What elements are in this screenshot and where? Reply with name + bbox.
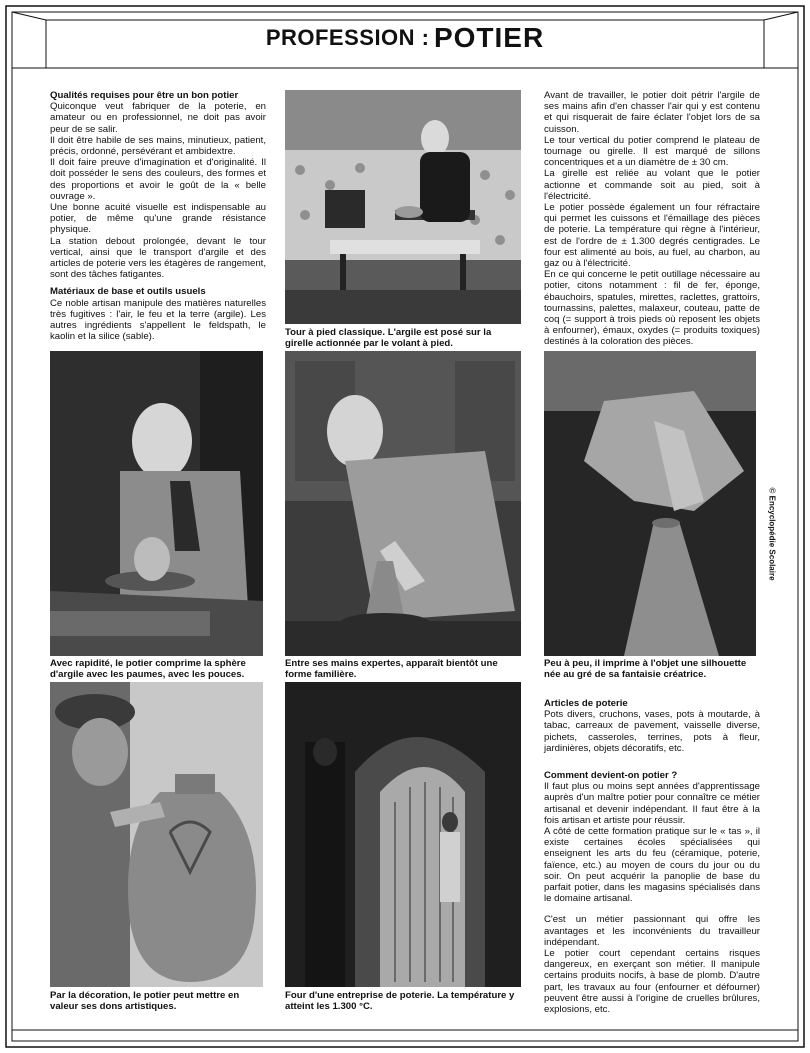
paragraph: Il doit être habile de ses mains, minutieux, patient, précis, ordonné, persévérant et ambidextre. [50, 134, 266, 158]
caption-photo2: Avec rapidité, le potier comprime la sphère d'argile avec les paumes, avec les pouces. [50, 658, 246, 680]
photo-potter-shaping [285, 351, 521, 656]
paragraph-gap [544, 904, 760, 914]
right-text-column-bottom [544, 698, 760, 1015]
section-heading: Articles de poterie [544, 698, 628, 709]
paragraph: Le potier court cependant certains risques dangereux, en exerçant son métier. Il manipule certains produits nocifs, à base de plomb. D'autre part, les travaux au four (enfourner et défourner) peuvent être aussi à l'origine de cruelles brûlures, explosions, etc. [544, 948, 760, 1016]
caption-photo5: Par la décoration, le potier peut mettre en valeur ses dons artistiques. [50, 990, 240, 1012]
copyright-vertical [757, 487, 777, 600]
paragraph: En ce qui concerne le petit outillage nécessaire au potier, citons notamment : fil de fer, éponge, ébauchoirs, spatules, mirettes, raclettes, grattoirs, tournassins, palettes, malaxeur, couteau, patte de coq (= support à trois pieds où reposent les objets à enfourner), émaux, oxydes (= produits toxiques) destinés à la coloration des pièces. [544, 269, 760, 348]
caption-photo4: Peu à peu, il imprime à l'objet une silhouette née au gré de sa fantaisie créatrice. [544, 658, 747, 680]
section-heading: Comment devient-on potier ? [544, 770, 678, 782]
paragraph: Le tour vertical du potier comprend le plateau de tournage ou girelle. Il est marqué de sillons concentriques et a un diamètre de ± 30 cm. [544, 134, 760, 169]
section-heading: Matériaux de base et outils usuels [50, 286, 206, 298]
photo-hands-on-clay [544, 351, 756, 656]
paragraph: La girelle est reliée au volant que le potier actionne et commande soit au pied, soit à l'électricité. [544, 168, 760, 202]
paragraph: Avant de travailler, le potier doit pétrir l'argile de ses mains afin d'en chasser l'air qui y est contenu et qui risquerait de faire éclater l'objet lors de sa cuisson. [544, 90, 760, 135]
photo-vase-decoration [50, 682, 263, 987]
photo-kiln [285, 682, 521, 987]
title-prefix: PROFESSION : [265, 25, 430, 50]
paragraph: Il faut plus ou moins sept années d'apprentissage auprès d'un maître potier pour connaître ce métier artisanal et devenir indépendant. Il faut être à la fois artisan et artiste pour réussir. [544, 781, 760, 826]
paragraph: La station debout prolongée, devant le tour vertical, ainsi que le transport d'argile et des articles de poterie vers les étagères de rangement, sont des tâches fatigantes. [50, 235, 266, 281]
caption-photo1: Tour à pied classique. L'argile est posé sur la girelle actionnée par le volant à pied. [285, 327, 492, 349]
paragraph-gap [544, 754, 760, 764]
caption-photo3: Entre ses mains expertes, apparaît bientôt une forme familière. [285, 658, 498, 680]
paragraph: A côté de cette formation pratique sur le « tas », il existe certaines écoles spécialisées qui enseignent les arts du feu (céramique, poterie, faïence, etc.) au moyen de cours du jour ou du soir. On peut acquérir la panoplie de base du parfait potier, dans les magasins spécialisés dans le domaine artisanal. [544, 826, 760, 905]
photo-potter-compressing [50, 351, 263, 656]
right-text-column-top [544, 90, 760, 348]
section-heading: Qualités requises pour être un bon potier [50, 90, 239, 101]
paragraph: Une bonne acuité visuelle est indispensable au potier, de même qu'une grande résistance physique. [50, 202, 266, 236]
paragraph: Quiconque veut fabriquer de la poterie, en amateur ou en professionnel, ne doit pas avoir peur de se salir. [50, 101, 266, 135]
title-main: POTIER [433, 22, 545, 53]
paragraph: Pots divers, cruchons, vases, pots à moutarde, à tabac, carreaux de pavement, vaisselle diverse, pichets, casseroles, terrines, pots à fleur, jardinières, objets décoratifs, etc. [544, 709, 760, 754]
page-title [30, 22, 780, 58]
paragraph: Il doit faire preuve d'imagination et d'originalité. Il doit posséder le sens des couleurs, des formes et des proportions et avoir le goût de la « belle ouvrage ». [50, 157, 266, 202]
left-text-column [50, 90, 266, 342]
photo-foot-wheel [285, 90, 521, 324]
caption-photo6: Four d'une entreprise de poterie. La température y atteint les 1.300 °C. [285, 990, 515, 1012]
paragraph: Le potier possède également un four réfractaire qui permet les cuissons et l'émaillage des pièces de poterie. La température qui règne à l'intérieur, est de l'ordre de ± 1.300 degrés centigrades. Le four est alimenté au bois, au fuel, au charbon, au gaz ou à l'électricité. [544, 202, 760, 270]
paragraph: Ce noble artisan manipule des matières naturelles très fugitives : l'air, le feu et la terre (argile). Les autres ingrédients s'appellent le feldspath, le kaolin et la silice (sable). [50, 297, 266, 343]
paragraph: C'est un métier passionnant qui offre les avantages et les inconvénients du travailleur indépendant. [544, 914, 760, 948]
copyright-text: © Encyclopédie Scolaire [767, 487, 777, 581]
